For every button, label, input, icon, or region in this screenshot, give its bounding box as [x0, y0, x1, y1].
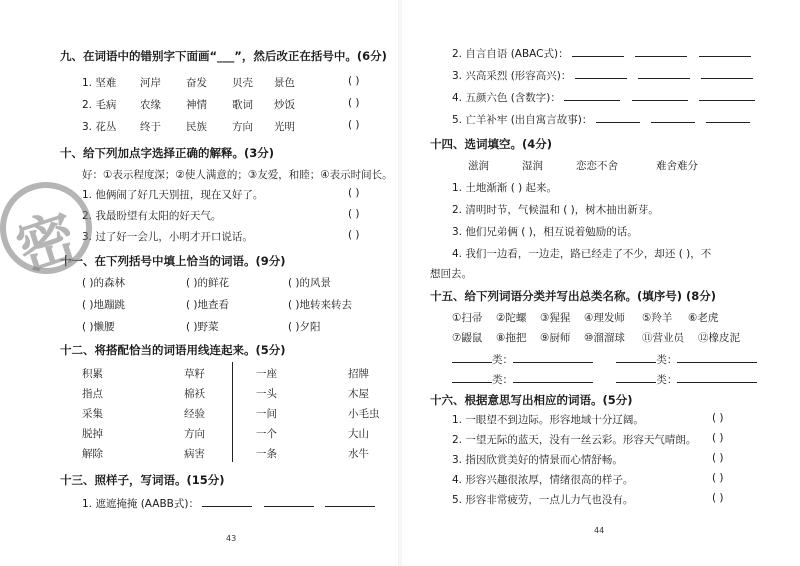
s11-item-6: ( )地转来转去	[288, 299, 353, 311]
s11-item-3: ( )的风景	[288, 277, 332, 289]
s14-word-3: 恋恋不舍	[576, 160, 618, 172]
page-number-right: 44	[594, 526, 605, 535]
answer-blank[interactable]	[564, 90, 620, 101]
s9-r1-c0: 2. 毛病	[82, 99, 117, 111]
s16-item-2: 2. 一望无际的蓝天，没有一丝云彩。形容天气晴朗。	[452, 434, 697, 446]
s15-word-7: ⑦鼹鼠	[452, 332, 483, 344]
section-10-title: 十、给下列加点字选择正确的解释。(3分)	[60, 146, 275, 160]
s13-item-1	[82, 496, 375, 511]
s12-col4-4: 大山	[348, 428, 369, 440]
s16-item-3: 3. 指因欣赏美好的情景而心情舒畅。	[452, 454, 623, 466]
section-13-title: 十三、照样子，写词语。(15分)	[60, 473, 225, 487]
s16-paren-3: ( )	[712, 452, 724, 464]
section-12-title: 十二、将搭配恰当的词语用线连起来。(5分)	[60, 343, 286, 357]
s16-paren-5: ( )	[712, 492, 724, 504]
answer-blank[interactable]	[513, 352, 593, 363]
s13-item-4-label: 4. 五颜六色 (含数字)：	[452, 92, 561, 104]
s13-item-3	[452, 68, 753, 83]
s9-r0-c3: 贝壳	[232, 77, 253, 89]
answer-blank[interactable]	[616, 372, 656, 383]
s12-col4-3: 小毛虫	[348, 408, 380, 420]
s11-item-7: ( )懒腰	[82, 321, 115, 333]
answer-blank[interactable]	[651, 112, 695, 123]
s11-item-5: ( )地查看	[186, 299, 230, 311]
s9-r0-c0: 1. 坚难	[82, 77, 117, 89]
s13-item-4	[452, 90, 755, 105]
secret-stamp-text: 密	[8, 201, 85, 285]
section-15-title: 十五、给下列词语分类并写出总类名称。(填序号) (8分)	[430, 289, 717, 303]
section-16-title: 十六、根据意思写出相应的词语。(5分)	[430, 393, 633, 407]
s14-item-3: 3. 他们兄弟俩 ( )，相互说着勉励的话。	[452, 226, 638, 238]
s9-paren-0: ( )	[348, 75, 360, 87]
s12-col1-3: 采集	[82, 408, 103, 420]
section-11-title: 十一、在下列括号中填上恰当的词语。(9分)	[60, 254, 286, 268]
answer-blank[interactable]	[452, 372, 492, 383]
s13-item-3-label: 3. 兴高采烈 (形容高兴)：	[452, 70, 572, 82]
s10-item-2: 2. 我最盼望有太阳的好天气。	[82, 210, 222, 222]
s12-col1-4: 脱掉	[82, 428, 103, 440]
s14-item-4: 4. 我们一边看，一边走，路已经走了不少，却还 ( )，不	[452, 248, 712, 260]
s9-paren-2: ( )	[348, 119, 360, 131]
answer-blank[interactable]	[202, 496, 252, 507]
s9-r2-c1: 终于	[140, 121, 161, 133]
s12-col3-5: 一条	[256, 448, 277, 460]
answer-blank[interactable]	[513, 372, 593, 383]
s16-item-4: 4. 形容兴趣很浓厚，情绪很高的样子。	[452, 474, 634, 486]
s15-word-9: ⑨厨师	[540, 332, 571, 344]
s16-paren-4: ( )	[712, 472, 724, 484]
s12-col3-2: 一头	[256, 388, 277, 400]
page-number-left: 43	[226, 534, 237, 543]
s13-item-1-label: 1. 遮遮掩掩 (AABB式)：	[82, 498, 199, 510]
right-page	[400, 0, 800, 566]
answer-blank[interactable]	[701, 68, 753, 79]
s11-item-1: ( )的森林	[82, 277, 126, 289]
answer-blank[interactable]	[677, 372, 757, 383]
s14-item-4-cont: 想回去。	[430, 268, 472, 280]
s15-word-4: ④理发师	[584, 312, 625, 324]
s9-r1-c1: 农缘	[140, 99, 161, 111]
answer-blank[interactable]	[632, 90, 688, 101]
s9-r1-c4: 炒饭	[274, 99, 295, 111]
s12-col2-3: 经验	[184, 408, 205, 420]
s10-paren-2: ( )	[348, 208, 360, 220]
s12-col2-4: 方向	[184, 428, 205, 440]
s12-col2-5: 病害	[184, 448, 205, 460]
answer-blank[interactable]	[264, 496, 314, 507]
s15-word-8: ⑧拖把	[496, 332, 527, 344]
s15-class-row-1: 类： 类：	[452, 352, 757, 367]
s11-item-9: ( )夕阳	[288, 321, 321, 333]
s15-word-5: ⑤羚羊	[642, 312, 673, 324]
s11-item-2: ( )的鲜花	[186, 277, 230, 289]
s15-word-3: ③猩猩	[540, 312, 571, 324]
s10-item-1: 1. 他俩闹了好几天别扭，现在又好了。	[82, 189, 264, 201]
s9-r0-c4: 景色	[274, 77, 295, 89]
s12-col1-2: 指点	[82, 388, 103, 400]
s13-item-2-label: 2. 自言自语 (ABAC式)：	[452, 48, 569, 60]
s9-paren-1: ( )	[348, 97, 360, 109]
s9-r2-c2: 民族	[186, 121, 207, 133]
s15-word-10: ⑩溜溜球	[584, 332, 625, 344]
s9-r2-c0: 3. 花丛	[82, 121, 117, 133]
s15-word-2: ②陀螺	[496, 312, 527, 324]
s15-word-1: ①扫帚	[452, 312, 483, 324]
s9-r0-c2: 奋发	[186, 77, 207, 89]
s9-r1-c3: 歌词	[232, 99, 253, 111]
s9-r1-c2: 神情	[186, 99, 207, 111]
s12-col3-1: 一座	[256, 368, 277, 380]
s15-word-6: ⑥老虎	[688, 312, 719, 324]
s16-paren-1: ( )	[712, 412, 724, 424]
s12-divider-line	[232, 362, 233, 462]
s12-col1-1: 积累	[82, 368, 103, 380]
s9-r2-c4: 光明	[274, 121, 295, 133]
s14-word-4: 难舍难分	[656, 160, 698, 172]
s10-paren-1: ( )	[348, 187, 360, 199]
s12-col3-4: 一个	[256, 428, 277, 440]
answer-blank[interactable]	[596, 112, 640, 123]
s10-paren-3: ( )	[348, 229, 360, 241]
s12-col2-1: 草籽	[184, 368, 205, 380]
s9-r0-c1: 河岸	[140, 77, 161, 89]
s16-item-1: 1. 一眼望不到边际。形容地域十分辽阔。	[452, 414, 644, 426]
s13-item-5	[452, 112, 750, 127]
s12-col2-2: 棉袄	[184, 388, 205, 400]
s15-class-row-2: 类： 类：	[452, 372, 757, 387]
s12-col4-5: 水牛	[348, 448, 369, 460]
answer-blank[interactable]	[325, 496, 375, 507]
answer-blank[interactable]	[699, 46, 751, 57]
s12-col4-1: 招牌	[348, 368, 369, 380]
answer-blank[interactable]	[635, 46, 687, 57]
s14-item-2: 2. 清明时节，气候温和 ( )，树木抽出新芽。	[452, 204, 659, 216]
answer-blank[interactable]	[638, 68, 690, 79]
s10-item-3: 3. 过了好一会儿，小明才开口说话。	[82, 231, 253, 243]
s9-r2-c3: 方向	[232, 121, 253, 133]
s13-item-5-label: 5. 亡羊补牢 (出自寓言故事)：	[452, 114, 593, 126]
s14-word-1: 滋润	[468, 160, 489, 172]
answer-blank[interactable]	[452, 352, 492, 363]
s14-word-2: 湿润	[522, 160, 543, 172]
s10-definitions: 好：①表示程度深；②使人满意的；③友爱，和睦；④表示时间长。	[82, 169, 393, 181]
answer-blank[interactable]	[677, 352, 757, 363]
answer-blank[interactable]	[706, 112, 750, 123]
answer-blank[interactable]	[699, 90, 755, 101]
answer-blank[interactable]	[575, 68, 627, 79]
section-14-title: 十四、选词填空。(4分)	[430, 137, 553, 151]
s13-item-2	[452, 46, 751, 61]
s16-paren-2: ( )	[712, 432, 724, 444]
section-9-title: 九、在词语中的错别字下面画“___”，然后改正在括号中。(6分)	[60, 49, 387, 63]
s14-item-1: 1. 土地渐渐 ( ) 起来。	[452, 182, 558, 194]
s12-col3-3: 一间	[256, 408, 277, 420]
s15-word-12: ⑫橡皮泥	[698, 332, 740, 344]
s12-col4-2: 木屋	[348, 388, 369, 400]
s12-col1-5: 解除	[82, 448, 103, 460]
s15-word-11: ⑪营业员	[642, 332, 684, 344]
s11-item-8: ( )野菜	[186, 321, 219, 333]
s11-item-4: ( )地蹦跳	[82, 299, 126, 311]
answer-blank[interactable]	[572, 46, 624, 57]
s16-item-5: 5. 形容非常疲劳，一点儿力气也没有。	[452, 494, 634, 506]
answer-blank[interactable]	[616, 352, 656, 363]
